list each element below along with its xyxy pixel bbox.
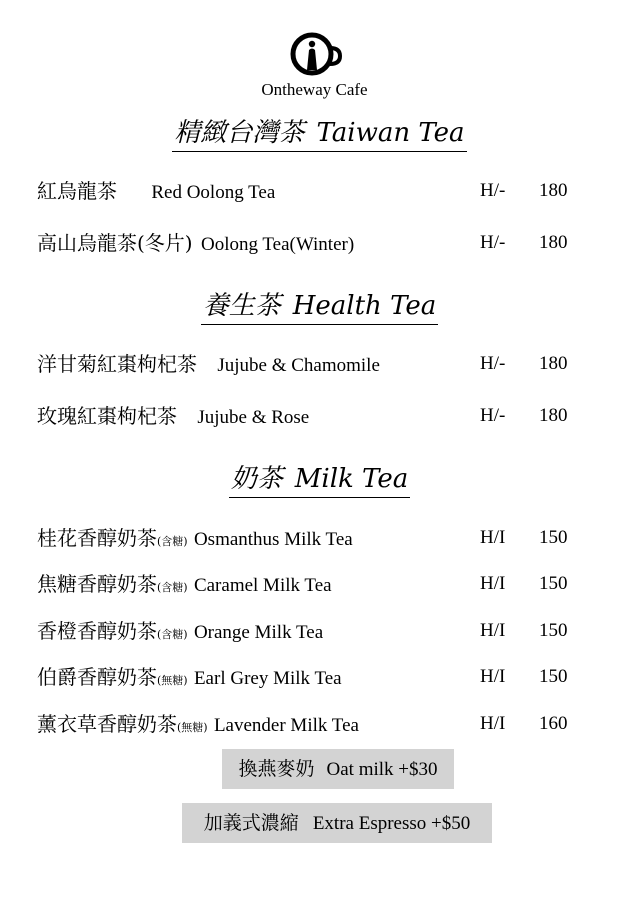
addon-name-zh: 加義式濃縮 — [203, 812, 299, 834]
menu-item — [37, 403, 597, 429]
item-price: 180 — [539, 353, 568, 374]
item-name-en: Orange Milk Tea — [193, 622, 324, 643]
menu-item — [37, 351, 597, 377]
item-sugar-note: (無糖) — [157, 674, 188, 687]
item-temperature: H/I — [480, 573, 506, 594]
item-name-zh: 高山烏龍茶(冬片) — [37, 231, 193, 255]
addon-extra-espresso — [182, 803, 492, 843]
item-price: 150 — [539, 666, 568, 687]
section-title-zh: 養生茶 — [202, 291, 281, 321]
menu-item — [37, 230, 597, 256]
item-name-en: Red Oolong Tea — [151, 182, 276, 203]
item-name-en: Earl Grey Milk Tea — [193, 668, 342, 689]
item-price: 180 — [539, 232, 568, 253]
item-name-zh: 香橙香醇奶茶 — [37, 619, 157, 643]
item-price: 180 — [539, 180, 568, 201]
menu-item — [37, 525, 597, 551]
section-title-zh: 精緻台灣茶 — [174, 118, 305, 148]
item-name-en: Lavender Milk Tea — [213, 715, 359, 736]
item-sugar-note: (含糖) — [157, 628, 188, 641]
menu-item — [37, 571, 597, 597]
brand-name: Ontheway Cafe — [261, 80, 368, 99]
item-name-en: Jujube & Chamomile — [217, 355, 380, 376]
item-sugar-note: (含糖) — [157, 535, 188, 548]
item-name-zh: 薰衣草香醇奶茶 — [37, 712, 177, 736]
item-sugar-note: (無糖) — [177, 721, 208, 734]
item-price: 150 — [539, 620, 568, 641]
item-temperature: H/I — [480, 666, 506, 687]
item-temperature: H/I — [480, 620, 506, 641]
item-name-zh: 焦糖香醇奶茶 — [37, 572, 157, 596]
item-sugar-note: (含糖) — [157, 581, 188, 594]
item-name-zh: 玫瑰紅棗枸杞茶 — [37, 404, 177, 428]
menu-item — [37, 618, 597, 644]
item-price: 150 — [539, 573, 568, 594]
section-title-en: Taiwan Tea — [316, 118, 465, 148]
item-name-en: Oolong Tea(Winter) — [200, 234, 355, 255]
item-name-en: Osmanthus Milk Tea — [193, 529, 353, 550]
section-title-health-tea — [0, 285, 639, 325]
section-title-zh: 奶茶 — [230, 464, 283, 494]
section-title-taiwan-tea — [0, 112, 639, 152]
addon-name-zh: 換燕麥奶 — [238, 758, 315, 780]
item-temperature: H/- — [480, 353, 506, 374]
item-price: 150 — [539, 527, 568, 548]
section-title-en: Health Tea — [292, 291, 437, 321]
coffee-cup-with-figure-icon — [285, 30, 345, 78]
item-name-en: Caramel Milk Tea — [193, 575, 332, 596]
brand-logo — [247, 30, 382, 100]
section-title-en: Milk Tea — [294, 464, 409, 494]
addon-name-en: Extra Espresso +$50 — [312, 813, 471, 834]
item-temperature: H/I — [480, 527, 506, 548]
addon-oat-milk — [222, 749, 454, 789]
item-temperature: H/- — [480, 232, 506, 253]
section-title-milk-tea — [0, 458, 639, 498]
item-name-en: Jujube & Rose — [197, 407, 310, 428]
menu-item — [37, 178, 597, 204]
item-temperature: H/I — [480, 713, 506, 734]
item-temperature: H/- — [480, 405, 506, 426]
item-name-zh: 伯爵香醇奶茶 — [37, 665, 157, 689]
item-temperature: H/- — [480, 180, 506, 201]
addon-name-en: Oat milk +$30 — [326, 759, 438, 780]
item-price: 160 — [539, 713, 568, 734]
menu-item — [37, 711, 597, 737]
item-price: 180 — [539, 405, 568, 426]
item-name-zh: 桂花香醇奶茶 — [37, 526, 157, 550]
item-name-zh: 紅烏龍茶 — [37, 179, 117, 203]
item-name-zh: 洋甘菊紅棗枸杞茶 — [37, 352, 197, 376]
menu-item — [37, 664, 597, 690]
